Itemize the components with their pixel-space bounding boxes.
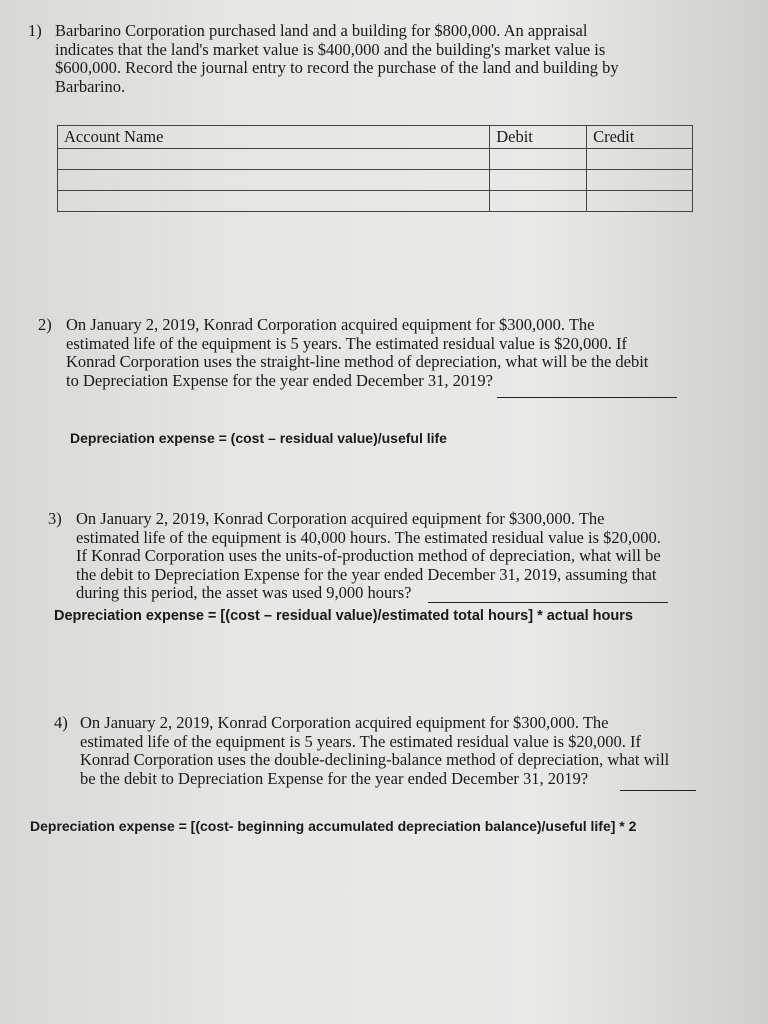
- question-2-line: Konrad Corporation uses the straight-line method of depreciation, what will be the debit: [66, 352, 649, 371]
- question-2-number: 2): [38, 315, 52, 334]
- question-4-line: be the debit to Depreciation Expense for the year ended December 31, 2019?: [80, 768, 589, 788]
- question-1-line: $600,000. Record the journal entry to record the purchase of the land and building by: [55, 58, 619, 77]
- table-row: [58, 191, 693, 212]
- question-3-line: If Konrad Corporation uses the units-of-production method of depreciation, what will be: [76, 546, 661, 565]
- question-3-line: the debit to Depreciation Expense for the year ended December 31, 2019, assuming that: [76, 564, 657, 584]
- column-header-debit: Debit: [490, 126, 587, 149]
- column-header-account-name: Account Name: [58, 126, 490, 149]
- table-row: [58, 149, 693, 170]
- answer-blank-2[interactable]: [497, 383, 677, 398]
- journal-header-row: [58, 126, 693, 149]
- question-3-line: estimated life of the equipment is 40,000 hours. The estimated residual value is $20,000.: [76, 527, 661, 547]
- question-1-number: 1): [28, 21, 42, 40]
- journal-entry-table: [57, 125, 693, 212]
- formula-4: Depreciation expense = [(cost- beginning accumulated depreciation balance)/useful life] * 2: [30, 818, 637, 834]
- question-1-line: Barbarino.: [55, 76, 126, 96]
- question-4-line: On January 2, 2019, Konrad Corporation acquired equipment for $300,000. The: [80, 713, 609, 732]
- debit-cell[interactable]: [490, 191, 587, 212]
- question-2-line: estimated life of the equipment is 5 years. The estimated residual value is $20,000. If: [66, 333, 627, 353]
- debit-cell[interactable]: [490, 170, 587, 191]
- question-1-line: Barbarino Corporation purchased land and a building for $800,000. An appraisal: [55, 21, 588, 40]
- column-header-credit: Credit: [587, 126, 693, 149]
- question-4-number: 4): [54, 713, 68, 732]
- question-1-line: indicates that the land's market value is $400,000 and the building's market value is: [55, 39, 606, 59]
- question-4-line: estimated life of the equipment is 5 years. The estimated residual value is $20,000. If: [80, 731, 641, 751]
- question-2-line: to Depreciation Expense for the year ended December 31, 2019?: [66, 370, 493, 390]
- question-4-line: Konrad Corporation uses the double-declining-balance method of depreciation, what will: [80, 750, 670, 769]
- question-3-number: 3): [48, 509, 62, 528]
- question-2-line: On January 2, 2019, Konrad Corporation acquired equipment for $300,000. The: [66, 315, 595, 334]
- account-name-cell[interactable]: [58, 191, 490, 212]
- answer-blank-4[interactable]: [620, 776, 696, 791]
- formula-2: Depreciation expense = (cost – residual value)/useful life: [70, 430, 447, 446]
- credit-cell[interactable]: [587, 191, 693, 212]
- table-row: [58, 170, 693, 191]
- formula-3: Depreciation expense = [(cost – residual value)/estimated total hours] * actual hours: [54, 608, 633, 624]
- question-3-line: during this period, the asset was used 9,000 hours?: [76, 583, 412, 602]
- answer-blank-3[interactable]: [428, 588, 668, 603]
- credit-cell[interactable]: [587, 149, 693, 170]
- account-name-cell[interactable]: [58, 149, 490, 170]
- question-3-line: On January 2, 2019, Konrad Corporation acquired equipment for $300,000. The: [76, 509, 605, 528]
- credit-cell[interactable]: [587, 170, 693, 191]
- account-name-cell[interactable]: [58, 170, 490, 191]
- debit-cell[interactable]: [490, 149, 587, 170]
